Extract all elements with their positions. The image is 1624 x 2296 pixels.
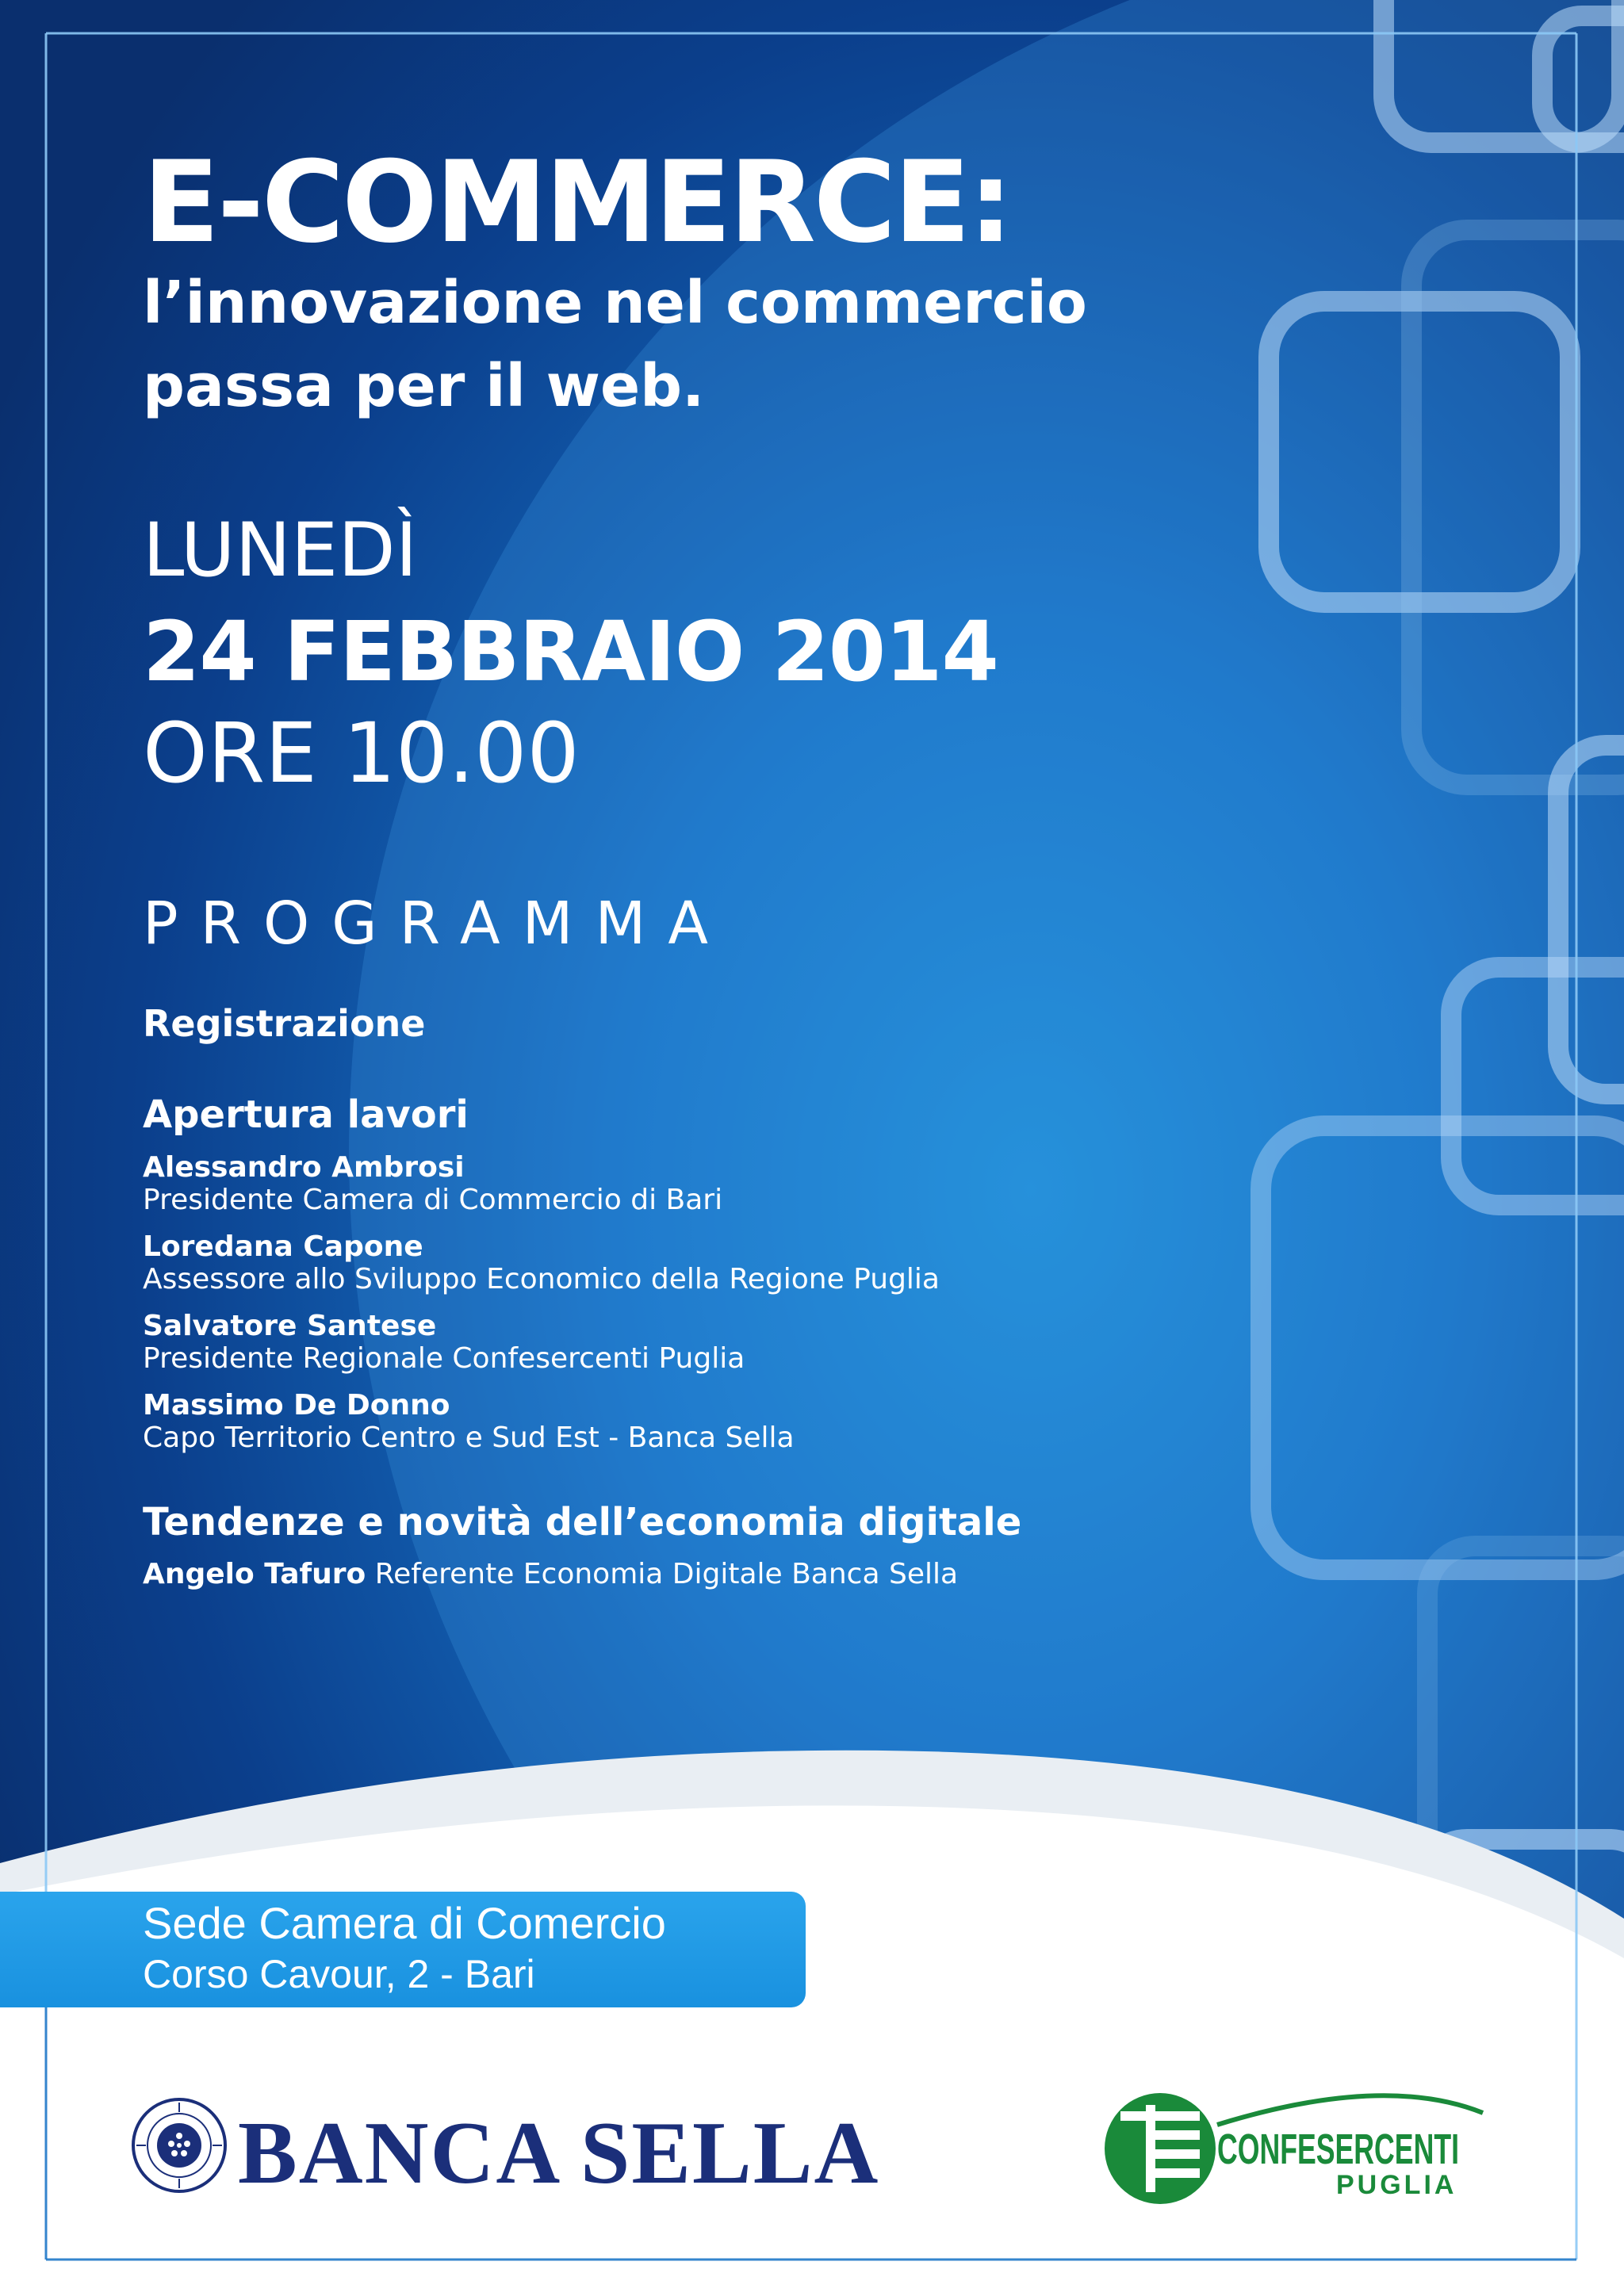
speaker-role: Presidente Regionale Confesercenti Puglia: [143, 1342, 745, 1375]
confesercenti-emblem-icon: [1105, 2093, 1216, 2204]
program-heading: PROGRAMMA: [143, 890, 730, 958]
speaker-role: Capo Territorio Centro e Sud Est - Banca Sella: [143, 1422, 795, 1454]
trends-speaker-line: [143, 1560, 958, 1589]
speaker-name: Loredana Capone: [143, 1230, 423, 1263]
confesercenti-region: PUGLIA: [1336, 2170, 1457, 2200]
speaker-name: Alessandro Ambrosi: [143, 1151, 465, 1184]
program-registration: Registrazione: [143, 1002, 426, 1045]
event-time: ORE 10.00: [143, 705, 580, 802]
speaker-name: Salvatore Santese: [143, 1310, 437, 1342]
trends-speaker-name: Angelo Tafuro: [143, 1558, 366, 1590]
banca-sella-seal-icon: [130, 2096, 228, 2195]
confesercenti-name: CONFESERCENTI: [1217, 2126, 1459, 2173]
program-opening: Apertura lavori: [143, 1093, 469, 1137]
event-subtitle-line2: passa per il web.: [143, 352, 705, 420]
event-title: E-COMMERCE:: [143, 137, 1011, 268]
event-day: LUNEDÌ: [143, 507, 418, 594]
event-subtitle-line1: l’innovazione nel commercio: [143, 269, 1087, 337]
confesercenti-swoosh: [1217, 2095, 1483, 2125]
bottom-white-panel: [0, 1805, 1624, 2296]
event-date: 24 FEBBRAIO 2014: [143, 603, 998, 700]
confesercenti-logo: [1098, 2081, 1503, 2216]
venue-address: Corso Cavour, 2 - Bari: [143, 1952, 535, 1996]
trends-speaker-role: Referente Economia Digitale Banca Sella: [374, 1558, 959, 1590]
banca-sella-logo-text: BANCA SELLA: [238, 2104, 880, 2202]
program-trends-title: Tendenze e novità dell’economia digitale: [143, 1500, 1022, 1544]
venue-name: Sede Camera di Comercio: [143, 1898, 666, 1948]
speaker-role: Presidente Camera di Commercio di Bari: [143, 1184, 723, 1216]
speaker-name: Massimo De Donno: [143, 1389, 450, 1422]
speaker-role: Assessore allo Sviluppo Economico della Regione Puglia: [143, 1263, 940, 1295]
